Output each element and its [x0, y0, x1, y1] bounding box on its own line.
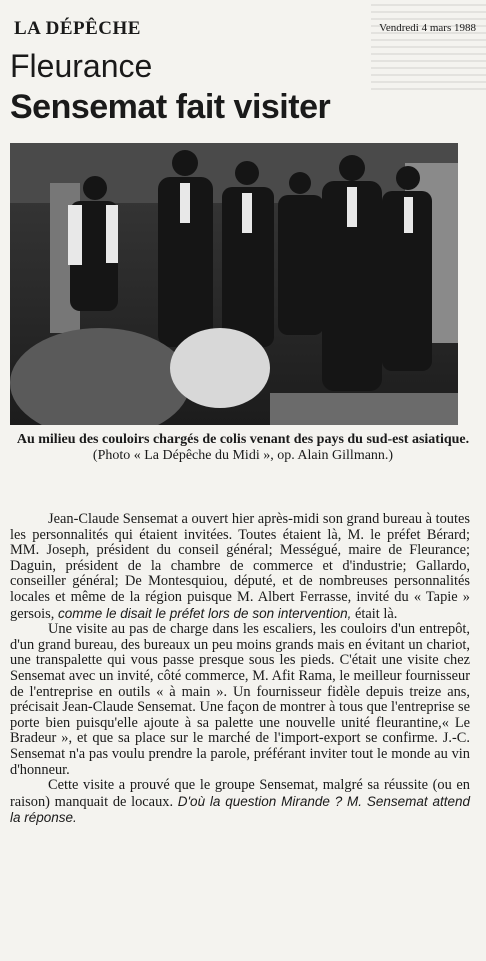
issue-date: Vendredi 4 mars 1988: [379, 22, 476, 34]
caption-text: Au milieu des couloirs chargés de colis venant des pays du sud-est asiatique.: [16, 432, 470, 447]
article-photo: [10, 143, 458, 425]
paragraph-1-end: était là.: [355, 605, 398, 622]
paragraph-3-text: Cette visite a prouvé que le groupe Sensemat, malgré sa réussite (ou en raison) manquait de locaux.: [10, 777, 470, 810]
paragraph-1-text: Jean-Claude Sensemat a ouvert hier après-midi son grand bureau à toutes les personnalités qui étaient invitées. Toutes étaient là, M. le préfet Bérard; MM. Joseph, président du conseil général; Mességué, maire de Fleurance; Daguin, président de la chambre de commerce et d'industrie; Gallardo, conseiller général; De Montesquiou, député, et de nombreuses personnalités locales et même de la région puisque M. Albert Ferrasse, invité du « Tapie » gersois,: [10, 511, 470, 622]
paragraph-1-italic: comme le disait le préfet lors de son intervention,: [57, 605, 352, 621]
photo-caption: [10, 432, 476, 464]
paragraph-2: Une visite au pas de charge dans les escaliers, les couloirs d'un entrepôt, d'un grand bureau, des bureaux un peu moins grands mais en évitant un chariot, une transpalette qui vous passe presque sous les pieds. C'était une visite chez Sensemat avec un invité, côté commerce, M. Afit Rama, le meilleur fournisseur de l'entreprise en outils « à main ». Un fournisseur fidèle depuis treize ans, précisait Jean-Claude Sensemat. Une façon de montrer à tous que l'entreprise se porte bien puisqu'elle ajoute à sa palette une nouvelle unité fleurantine,« Le Bradeur », et que sa place sur le marché de l'import-export se confirme. J.-C. Sensemat n'a pas voulu prendre la parole, préférant inviter tout le monde au vin d'honneur.: [10, 621, 470, 778]
paragraph-1: [10, 512, 470, 622]
article-body: [10, 512, 470, 827]
paragraph-3-italic: D'où la question Mirande ? M. Sensemat attend la réponse.: [10, 793, 470, 826]
paragraph-3: [10, 778, 470, 827]
photo-credit: (Photo « La Dépêche du Midi », op. Alain Gillmann.): [92, 448, 394, 463]
masthead: LA DÉPÊCHE: [14, 18, 141, 39]
photo-illustration: [10, 143, 458, 425]
article-headline: Sensemat fait visiter: [10, 88, 331, 126]
article-kicker: Fleurance: [10, 48, 153, 84]
bleed-through-texture: [371, 0, 486, 90]
